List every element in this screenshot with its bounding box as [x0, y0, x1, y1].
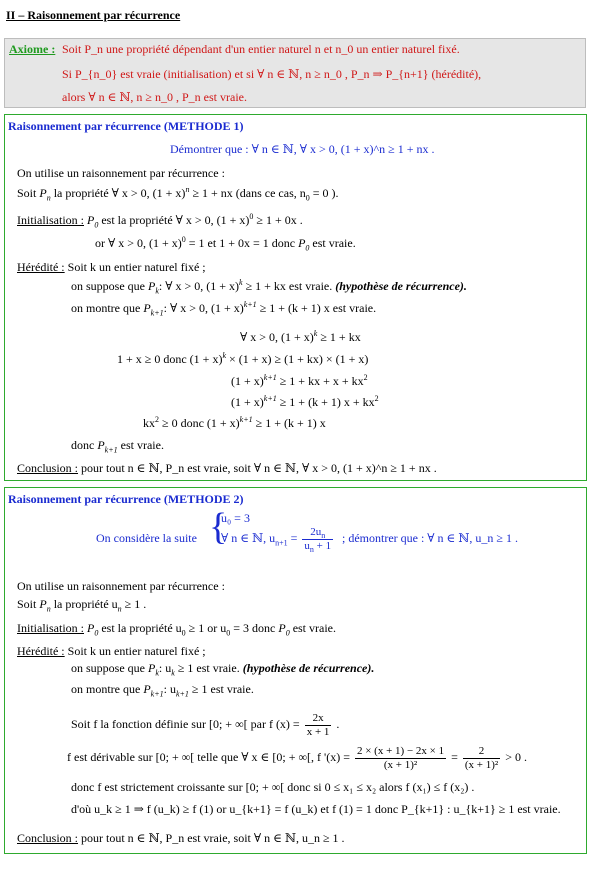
axiome-line-2: Si P_{n_0} est vraie (initialisation) et si ∀ n ∈ ℕ, n ≥ n_0 , P_n ⇒ P_{n+1} (hérédité), — [62, 67, 482, 81]
method-2-croissante: donc f est strictement croissante sur [0; + ∞[ donc si 0 ≤ x₁ ≤ x₂ alors f (x₁) ≤ f (x₂) . — [71, 780, 475, 794]
method-2-consider: On considère la suite — [96, 531, 197, 545]
method-1-init-2: or ∀ x > 0, $(1 + x)^0 = 1$ et 1 + 0x = 1 donc $P_0$ est vraie. — [95, 235, 356, 253]
method-2-property: Soit $P_n$ la propriété $u_n \ge 1$ . — [17, 597, 147, 614]
method-2-heading: Raisonnement par récurrence (METHODE 2) — [8, 492, 244, 506]
axiome-line-1: Soit P_n une propriété dépendant d'un entier naturel n et n_0 un entier naturel fixé. — [62, 42, 460, 56]
method-2-conclusion: Conclusion : pour tout n ∈ ℕ, P_n est vraie, soit ∀ n ∈ ℕ, u_n ≥ 1 . — [17, 831, 345, 845]
method-2-hered-2: on suppose que $P_k$: $u_k \ge 1$ est vraie. (hypothèse de récurrence). — [71, 661, 375, 678]
method-2-hered-3: on montre que $P_{k+1}$: $u_{k+1} \ge 1$ est vraie. — [71, 682, 254, 699]
method-2-box — [4, 487, 587, 854]
method-2-hered-1: Hérédité : Soit k un entier naturel fixé ; — [17, 644, 206, 658]
method-1-hered-1: Hérédité : Soit k un entier naturel fixé ; — [17, 260, 206, 274]
method-1-calc-3: $(1 + x)^{k+1} \ge 1$ + kx + $x + kx^2$ — [231, 373, 368, 388]
method-1-hered-3: on montre que $P_{k+1}$: ∀ x > 0, $(1 + x)^{k+1} \ge 1 + (k + 1)$ x est vraie. — [71, 300, 377, 318]
method-1-conclusion: Conclusion : pour tout n ∈ ℕ, P_n est vraie, soit ∀ n ∈ ℕ, ∀ x > 0, (1 + x)^n ≥ 1 + nx . — [17, 461, 437, 475]
method-2-derivative: f est dérivable sur [0; + ∞[ telle que ∀ x ∈ [0; + ∞[, f '(x) = $\frac{2 \times (x + 1) - 2x \times 1}{\text{(x + 1)²}}$ = $\frac{2}{\text{(x + 1)²}}$ > 0 . — [67, 744, 527, 771]
method-1-box — [4, 114, 587, 481]
method-1-calc-1: ∀ x > 0, $(1 + x)^k \ge 1$ + kx — [240, 329, 361, 344]
method-1-hered-2: on suppose que $P_k$: ∀ x > 0, $(1 + x)^k \ge 1$ + kx est vraie. (hypothèse de récurrence). — [71, 278, 467, 296]
method-1-calc-2: 1 + x ≥ 0 donc $(1 + x)^k \times (1 + x) \ge (1 + kx) \times (1 + x)$ — [117, 351, 369, 366]
method-2-dou: d'où u_k ≥ 1 ⇒ f (u_k) ≥ f (1) or u_{k+1} = f (u_k) et f (1) = 1 donc P_{k+1} : u_{k+1} ≥ 1 est vraie. — [71, 802, 561, 816]
method-2-intro: On utilise un raisonnement par récurrence : — [17, 579, 225, 593]
method-1-property: Soit $P_n$ la propriété ∀ x > 0, $(1 + x)^n \ge 1$ + nx (dans ce cas, $n_0 = 0$ ). — [17, 185, 339, 203]
method-1-init-1: Initialisation : $P_0$ est la propriété ∀ x > 0, $(1 + x)^0 \ge 1 + 0x$ . — [17, 212, 303, 230]
method-2-u0: u₀ = 3 — [221, 511, 250, 525]
method-1-intro: On utilise un raisonnement par récurrence : — [17, 166, 225, 180]
axiome-label: Axiome : — [9, 42, 56, 56]
section-title: II – Raisonnement par récurrence — [6, 8, 181, 22]
axiome-box — [4, 38, 586, 108]
method-2-goal: ; démontrer que : ∀ n ∈ ℕ, u_n ≥ 1 . — [342, 531, 518, 545]
method-2-function-def: Soit f la fonction définie sur [0; + ∞[ par f (x) = $\frac{2x}{x + 1}$ . — [71, 711, 340, 738]
method-1-calc-4: $(1 + x)^{k+1} \ge 1 + (k + 1)$ $x + kx^2$ — [231, 394, 379, 409]
system-brace: { — [209, 506, 228, 548]
method-1-donc: donc $P_{k+1}$ est vraie. — [71, 438, 164, 455]
method-1-goal: Démontrer que : ∀ n ∈ ℕ, ∀ x > 0, (1 + x)^n ≥ 1 + nx . — [170, 142, 435, 156]
method-2-recurrence: ∀ n ∈ ℕ, $u_{n+1}$ = $\frac{2u_n}{u_n + 1}$ — [221, 525, 332, 554]
axiome-line-3: alors ∀ n ∈ ℕ, n ≥ n_0 , P_n est vraie. — [62, 90, 247, 104]
method-1-calc-5: $kx^2 \ge 0$ donc $(1 + x)^{k+1} \ge 1 + (k + 1)$ x — [143, 415, 326, 430]
method-2-init: Initialisation : $P_0$ est la propriété $u_0 \ge 1$ or $u_0 = 3$ donc $P_0$ est vraie. — [17, 621, 336, 638]
method-1-heading: Raisonnement par récurrence (METHODE 1) — [8, 119, 244, 133]
